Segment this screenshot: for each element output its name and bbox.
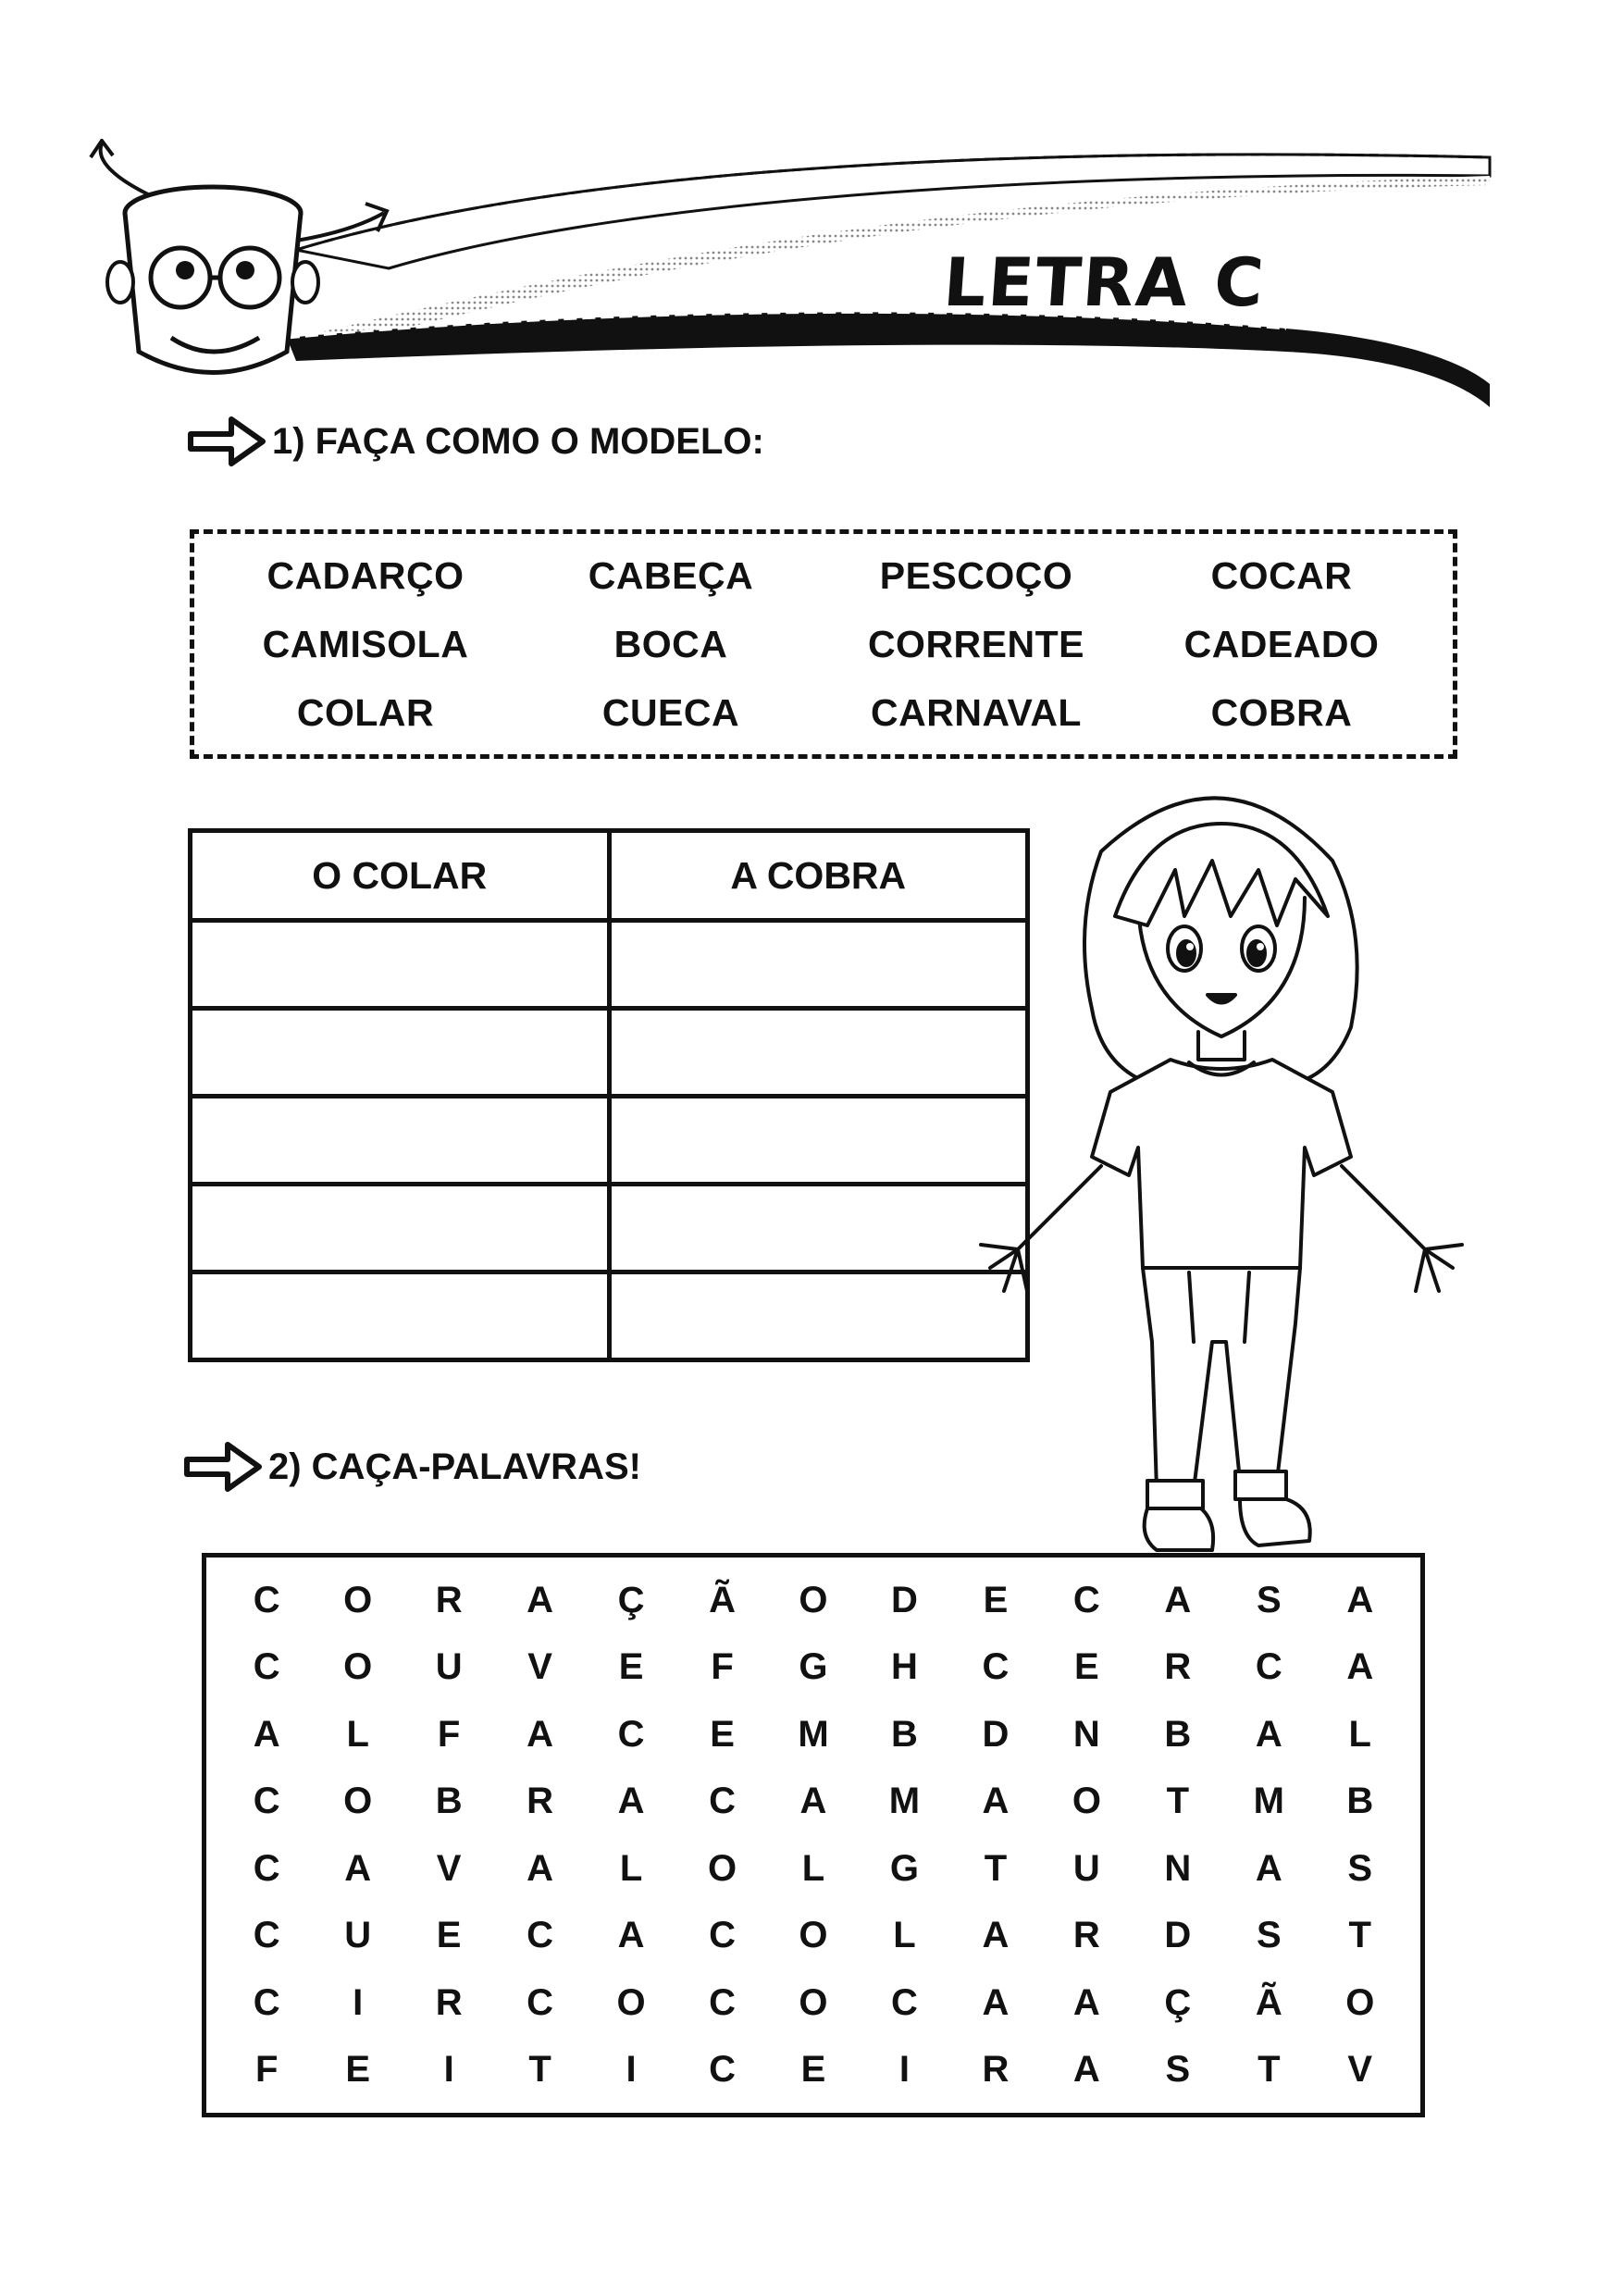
word-bank bbox=[190, 529, 1457, 759]
word-search-letter[interactable]: U bbox=[344, 1915, 372, 1956]
word-search-letter[interactable]: F bbox=[711, 1646, 734, 1688]
word-search-letter[interactable]: F bbox=[437, 1713, 461, 1755]
word-search-letter[interactable]: H bbox=[891, 1646, 918, 1688]
column-header-a-cobra: A COBRA bbox=[609, 831, 1028, 921]
word-search-letter[interactable]: I bbox=[443, 2049, 454, 2091]
word-search-letter[interactable]: O bbox=[1072, 1781, 1101, 1822]
word-search-letter[interactable]: Ç bbox=[1164, 1981, 1192, 2023]
word-search-letter[interactable]: S bbox=[1256, 1579, 1282, 1620]
word-search-letter[interactable]: S bbox=[1165, 2049, 1191, 2091]
word-search-letter[interactable]: M bbox=[1253, 1781, 1284, 1822]
word-search-letter[interactable]: C bbox=[709, 2049, 736, 2091]
right-arrow-outline-icon bbox=[185, 414, 268, 469]
word-search-letter[interactable]: L bbox=[619, 1847, 643, 1889]
word-search-letter[interactable]: C bbox=[253, 1847, 280, 1889]
word-search-letter[interactable]: E bbox=[345, 2049, 371, 2091]
word-search-letter[interactable]: C bbox=[617, 1713, 645, 1755]
word-search-letter[interactable]: E bbox=[618, 1646, 644, 1688]
word-search-letter[interactable]: M bbox=[798, 1713, 829, 1755]
word-search-letter[interactable]: C bbox=[527, 1981, 554, 2023]
word-search-letter[interactable]: S bbox=[1347, 1847, 1373, 1889]
word-search-letter[interactable]: E bbox=[1074, 1646, 1099, 1688]
word-search-letter[interactable]: C bbox=[253, 1781, 280, 1822]
answer-table-header-row bbox=[191, 831, 1028, 921]
answer-cell[interactable] bbox=[191, 1272, 610, 1360]
word-bank-item: CADARÇO bbox=[266, 553, 465, 597]
word-search-letter[interactable]: C bbox=[1072, 1579, 1100, 1620]
word-bank-item: CARNAVAL bbox=[871, 690, 1082, 734]
word-search-letter[interactable]: V bbox=[436, 1847, 462, 1889]
table-row bbox=[191, 1272, 1028, 1360]
word-search-letter[interactable]: L bbox=[1348, 1713, 1371, 1755]
answer-cell[interactable] bbox=[191, 1097, 610, 1185]
word-bank-item: PESCOÇO bbox=[879, 553, 1073, 597]
word-search-letter[interactable]: A bbox=[1255, 1713, 1282, 1755]
word-search-letter[interactable]: O bbox=[799, 1981, 828, 2023]
word-search-letter[interactable]: Ã bbox=[709, 1579, 736, 1620]
word-search-letter[interactable]: C bbox=[253, 1981, 280, 2023]
word-search-letter[interactable]: R bbox=[435, 1579, 463, 1620]
word-search-letter[interactable]: C bbox=[253, 1646, 280, 1688]
right-arrow-outline-icon bbox=[181, 1439, 265, 1495]
word-bank-item: CUECA bbox=[601, 690, 740, 734]
word-search-letter[interactable]: O bbox=[343, 1781, 373, 1822]
word-search-letter[interactable]: Ã bbox=[1255, 1981, 1282, 2023]
word-search-letter[interactable]: G bbox=[799, 1646, 828, 1688]
word-search-letter[interactable]: A bbox=[527, 1579, 554, 1620]
word-search-letter[interactable]: N bbox=[1072, 1713, 1100, 1755]
word-search-letter[interactable]: B bbox=[1346, 1781, 1374, 1822]
word-search-letter[interactable]: B bbox=[1164, 1713, 1192, 1755]
word-search-letter[interactable]: A bbox=[1346, 1646, 1374, 1688]
table-row bbox=[191, 1097, 1028, 1185]
word-search-letter[interactable]: A bbox=[1072, 2049, 1100, 2091]
word-search-letter[interactable]: R bbox=[1164, 1646, 1192, 1688]
word-search-letter[interactable]: F bbox=[255, 2049, 279, 2091]
word-search-letter[interactable]: G bbox=[889, 1847, 920, 1889]
word-search-letter[interactable]: E bbox=[436, 1915, 462, 1956]
word-bank-item: COLAR bbox=[296, 690, 435, 734]
word-search-letter[interactable]: C bbox=[1255, 1646, 1282, 1688]
word-search-letter[interactable]: D bbox=[982, 1713, 1010, 1755]
word-search-letter[interactable]: A bbox=[1346, 1579, 1374, 1620]
word-search-letter[interactable]: O bbox=[1345, 1981, 1375, 2023]
word-search-letter[interactable]: A bbox=[1255, 1847, 1282, 1889]
word-bank-item: CAMISOLA bbox=[262, 622, 469, 665]
word-search-letter[interactable]: A bbox=[982, 1915, 1010, 1956]
word-search-letter[interactable]: T bbox=[528, 2049, 551, 2091]
word-search-letter[interactable]: T bbox=[984, 1847, 1008, 1889]
word-search-letter[interactable]: M bbox=[888, 1781, 921, 1822]
word-search-letter[interactable]: O bbox=[343, 1579, 373, 1620]
answer-table bbox=[188, 828, 1030, 1362]
section-2-title: 2) CAÇA-PALAVRAS! bbox=[268, 1446, 641, 1487]
answer-cell[interactable] bbox=[191, 1185, 610, 1272]
word-search-letter[interactable]: T bbox=[1258, 2049, 1281, 2091]
column-header-o-colar: O COLAR bbox=[191, 831, 610, 921]
answer-cell[interactable] bbox=[191, 921, 610, 1009]
word-search-letter[interactable]: O bbox=[616, 1981, 646, 2023]
word-search-letter[interactable]: I bbox=[353, 1981, 364, 2023]
word-bank-item: CABEÇA bbox=[588, 553, 754, 597]
word-search-letter[interactable]: N bbox=[1164, 1847, 1192, 1889]
word-search-letter[interactable]: E bbox=[983, 1579, 1009, 1620]
girl-illustration bbox=[962, 768, 1481, 1555]
word-bank-item: COCAR bbox=[1210, 553, 1353, 597]
word-search-letter[interactable]: V bbox=[1347, 2049, 1373, 2091]
section-2-heading bbox=[181, 1434, 641, 1499]
word-search-letter[interactable]: I bbox=[898, 2049, 911, 2091]
word-search-letter[interactable]: L bbox=[346, 1713, 369, 1755]
word-search-letter[interactable]: C bbox=[891, 1981, 918, 2023]
word-bank-item: COBRA bbox=[1210, 690, 1353, 734]
word-search-letter[interactable]: E bbox=[710, 1713, 735, 1755]
word-search-letter[interactable]: D bbox=[1164, 1915, 1192, 1956]
word-search-letter[interactable]: A bbox=[527, 1713, 554, 1755]
word-search-letter[interactable]: O bbox=[799, 1579, 828, 1620]
word-search-letter[interactable]: C bbox=[709, 1981, 736, 2023]
table-row bbox=[191, 921, 1028, 1009]
word-search-letter[interactable]: O bbox=[707, 1847, 737, 1889]
word-search-letter[interactable]: C bbox=[253, 1579, 280, 1620]
word-search-letter[interactable]: C bbox=[527, 1915, 554, 1956]
word-search-letter[interactable]: A bbox=[344, 1847, 372, 1889]
word-search-letter[interactable]: C bbox=[982, 1646, 1010, 1688]
word-search-letter[interactable]: O bbox=[799, 1915, 828, 1956]
word-search-letter[interactable]: A bbox=[527, 1847, 554, 1889]
word-search-letter[interactable]: V bbox=[527, 1646, 552, 1688]
word-search-letter[interactable]: R bbox=[527, 1781, 554, 1822]
word-search-letter[interactable]: A bbox=[799, 1781, 827, 1822]
word-search-letter[interactable]: A bbox=[617, 1915, 645, 1956]
word-search-letter[interactable]: Ç bbox=[617, 1579, 645, 1620]
word-bank-item: BOCA bbox=[613, 622, 728, 665]
word-search-letter[interactable]: R bbox=[1072, 1915, 1100, 1956]
word-search-letter[interactable]: O bbox=[343, 1646, 373, 1688]
word-search-letter[interactable]: D bbox=[891, 1579, 918, 1620]
table-row bbox=[191, 1185, 1028, 1272]
word-search-letter[interactable]: A bbox=[982, 1981, 1010, 2023]
word-search-letter[interactable]: A bbox=[1072, 1981, 1100, 2023]
word-search-letter[interactable]: E bbox=[800, 2049, 826, 2091]
word-search-letter[interactable]: S bbox=[1256, 1915, 1282, 1956]
word-search-letter[interactable]: C bbox=[709, 1915, 736, 1956]
table-row bbox=[191, 1009, 1028, 1097]
word-search-letter[interactable]: U bbox=[435, 1646, 463, 1688]
word-search-letter[interactable]: C bbox=[709, 1781, 736, 1822]
word-search-letter[interactable]: U bbox=[1072, 1847, 1100, 1889]
page-title: LETRA C bbox=[941, 243, 1269, 321]
answer-cell[interactable] bbox=[191, 1009, 610, 1097]
word-search-letter[interactable]: L bbox=[801, 1847, 825, 1889]
section-1-heading bbox=[185, 409, 764, 474]
word-search-letter[interactable]: T bbox=[1348, 1915, 1371, 1956]
word-search-letter[interactable]: R bbox=[435, 1981, 463, 2023]
word-search-letter[interactable]: B bbox=[891, 1713, 918, 1755]
word-search-grid bbox=[202, 1553, 1425, 2117]
word-search-letter[interactable]: B bbox=[435, 1781, 463, 1822]
word-search-letter[interactable]: T bbox=[1166, 1781, 1190, 1822]
word-search-letter[interactable]: R bbox=[982, 2049, 1010, 2091]
section-1-title: 1) FAÇA COMO O MODELO: bbox=[272, 420, 764, 462]
word-search-letter[interactable]: A bbox=[1164, 1579, 1192, 1620]
word-search-letter[interactable]: A bbox=[982, 1781, 1010, 1822]
word-bank-item: CADEADO bbox=[1183, 622, 1380, 665]
word-search-letter[interactable]: I bbox=[626, 2049, 637, 2091]
word-bank-item: CORRENTE bbox=[867, 622, 1085, 665]
word-search-letter[interactable]: L bbox=[893, 1915, 916, 1956]
word-search-letter[interactable]: A bbox=[253, 1713, 280, 1755]
word-search-letter[interactable]: A bbox=[617, 1781, 645, 1822]
word-search-letter[interactable]: C bbox=[253, 1915, 280, 1956]
